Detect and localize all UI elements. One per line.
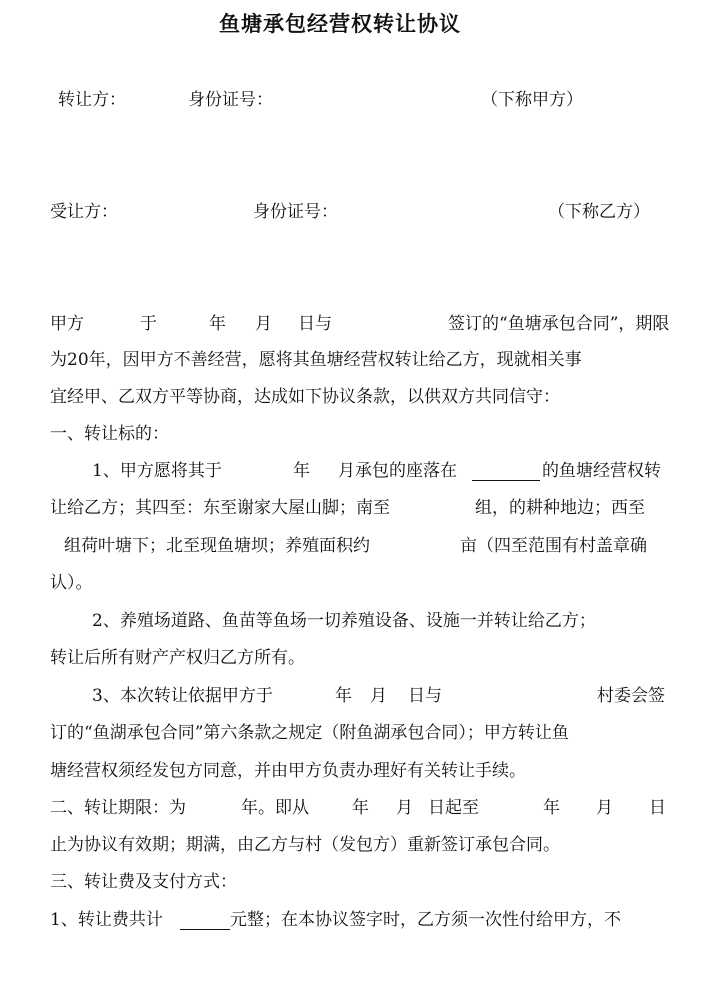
- clause-text: 年: [293, 461, 310, 481]
- intro-text: 甲方: [50, 314, 84, 334]
- transferee-label: 受让方：: [50, 202, 118, 222]
- clause-text: 让给乙方；其四至：东至谢家大屋山脚；南至: [50, 498, 390, 518]
- intro-text: 于: [140, 314, 157, 334]
- section-heading: 二、转让期限：为: [50, 798, 186, 818]
- clause-text: 塘经营权须经发包方同意，并由甲方负责办理好有关转让手续。: [50, 761, 526, 781]
- clause-text: 月: [370, 686, 387, 706]
- document-title: 鱼塘承包经营权转让协议: [219, 11, 461, 36]
- clause-text: 2、养殖场道路、鱼苗等鱼场一切养殖设备、设施一并转让给乙方；: [92, 611, 596, 631]
- clause-text: 年: [352, 798, 369, 818]
- intro-text: 日与: [298, 314, 332, 334]
- clause-text: 日: [649, 798, 666, 818]
- intro-text: 年: [209, 314, 226, 334]
- location-blank: [472, 462, 540, 481]
- clause-text: 月承包的座落在: [338, 461, 457, 481]
- section-heading: 三、转让费及支付方式：: [50, 872, 237, 892]
- clause-text: 1、转让费共计: [50, 910, 163, 930]
- clause-text: 3、本次转让依据甲方于: [92, 686, 273, 706]
- clause-text: 村委会签: [597, 686, 665, 706]
- clause-text: 月: [596, 798, 613, 818]
- clause-text: 日起至: [428, 798, 479, 818]
- clause-text: 月: [396, 798, 413, 818]
- clause-text: 订的“鱼湖承包合同”第六条款之规定（附鱼湖承包合同）；甲方转让鱼: [50, 723, 569, 743]
- intro-text: 签订的“鱼塘承包合同”，期限: [448, 314, 670, 334]
- amount-blank: [180, 911, 230, 930]
- clause-text: 年: [543, 798, 560, 818]
- clause-text: 1、甲方愿将其于: [92, 461, 222, 481]
- intro-text: 为20年，因甲方不善经营，愿将其鱼塘经营权转让给乙方，现就相关事: [50, 350, 582, 370]
- clause-text: 转让后所有财产产权归乙方所有。: [50, 648, 305, 668]
- clause-text: 止为协议有效期；期满，由乙方与村（发包方）重新签订承包合同。: [50, 835, 560, 855]
- section-heading: 一、转让标的：: [50, 424, 169, 444]
- intro-text: 宜经甲、乙双方平等协商，达成如下协议条款，以供双方共同信守：: [50, 387, 560, 407]
- clause-text: 的鱼塘经营权转: [542, 461, 661, 481]
- intro-text: 月: [255, 314, 272, 334]
- transferor-id-label: 身份证号：: [188, 90, 273, 110]
- clause-text: 日与: [408, 686, 442, 706]
- clause-text: 年: [335, 686, 352, 706]
- transferee-alias: （下称乙方）: [548, 202, 650, 222]
- clause-text: 元整；在本协议签字时，乙方须一次性付给甲方，不: [230, 910, 621, 930]
- transferor-label: 转让方：: [58, 90, 126, 110]
- clause-text: 年。即从: [241, 798, 309, 818]
- clause-text: 组，的耕种地边；西至: [475, 498, 645, 518]
- clause-text: 认）。: [50, 573, 93, 593]
- clause-text: 亩（四至范围有村盖章确: [460, 536, 647, 556]
- transferee-id-label: 身份证号：: [253, 202, 338, 222]
- clause-text: 组荷叶塘下；北至现鱼塘坝；养殖面积约: [64, 536, 370, 556]
- transferor-alias: （下称甲方）: [481, 90, 583, 110]
